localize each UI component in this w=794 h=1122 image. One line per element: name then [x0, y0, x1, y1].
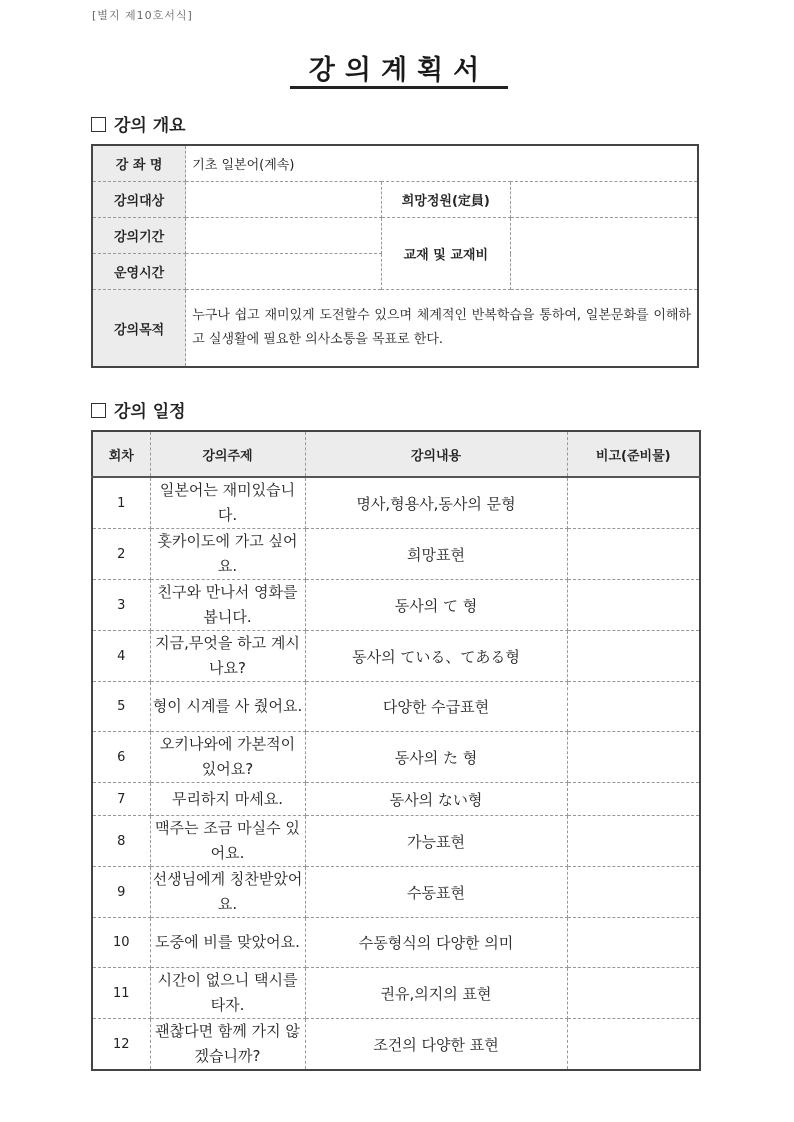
session-topic: 오키나와에 가본적이 있어요?	[150, 732, 305, 783]
session-topic: 도중에 비를 맞았어요.	[150, 918, 305, 968]
table-row	[92, 783, 700, 816]
session-note	[567, 682, 700, 732]
session-topic: 무리하지 마세요.	[150, 783, 305, 816]
session-note	[567, 783, 700, 816]
schedule-table	[91, 430, 701, 1071]
schedule-heading-text: 강의 일정	[114, 402, 186, 422]
session-content: 명사,형용사,동사의 문형	[305, 477, 567, 529]
session-topic: 친구와 만나서 영화를 봅니다.	[150, 580, 305, 631]
session-note	[567, 1019, 700, 1071]
form-label: [별지 제10호서식]	[92, 9, 193, 22]
col-topic-header: 강의주제	[150, 431, 305, 477]
session-note	[567, 529, 700, 580]
table-row	[92, 1019, 700, 1071]
session-content: 권유,의지의 표현	[305, 968, 567, 1019]
session-number: 6	[92, 732, 150, 783]
session-content: 가능표현	[305, 816, 567, 867]
session-topic: 지금,무엇을 하고 계시나요?	[150, 631, 305, 682]
hours-value	[186, 254, 381, 290]
checkbox-square-icon	[91, 117, 106, 132]
table-row	[92, 732, 700, 783]
session-number: 1	[92, 477, 150, 529]
table-row	[92, 580, 700, 631]
session-number: 3	[92, 580, 150, 631]
title-underline	[290, 86, 508, 89]
session-note	[567, 968, 700, 1019]
session-topic: 형이 시계를 사 줬어요.	[150, 682, 305, 732]
session-content: 동사의 た 형	[305, 732, 567, 783]
session-number: 8	[92, 816, 150, 867]
course-name-label: 강 좌 명	[92, 145, 186, 182]
session-note	[567, 631, 700, 682]
checkbox-square-icon	[91, 403, 106, 418]
table-row	[92, 631, 700, 682]
session-number: 5	[92, 682, 150, 732]
page-title: 강의계획서	[308, 55, 490, 86]
col-content-header: 강의내용	[305, 431, 567, 477]
session-content: 희망표현	[305, 529, 567, 580]
session-content: 동사의 ている、てある형	[305, 631, 567, 682]
session-note	[567, 477, 700, 529]
col-note-header: 비고(준비물)	[567, 431, 700, 477]
session-topic: 맥주는 조금 마실수 있어요.	[150, 816, 305, 867]
session-note	[567, 732, 700, 783]
schedule-header-row	[92, 431, 700, 477]
session-content: 동사의 て 형	[305, 580, 567, 631]
session-number: 10	[92, 918, 150, 968]
session-number: 9	[92, 867, 150, 918]
table-row	[92, 816, 700, 867]
table-row	[92, 529, 700, 580]
session-content: 조건의 다양한 표현	[305, 1019, 567, 1071]
schedule-heading	[91, 397, 186, 422]
table-row	[92, 867, 700, 918]
session-note	[567, 816, 700, 867]
table-row	[92, 682, 700, 732]
overview-table	[91, 144, 699, 368]
target-value	[186, 182, 381, 218]
overview-row-period	[92, 218, 698, 254]
textbook-label: 교재 및 교재비	[381, 218, 511, 290]
session-note	[567, 867, 700, 918]
session-topic: 선생님에게 칭찬받았어요.	[150, 867, 305, 918]
session-topic: 괜찮다면 함께 가지 않겠습니까?	[150, 1019, 305, 1071]
overview-row-course	[92, 145, 698, 182]
period-label: 강의기간	[92, 218, 186, 254]
purpose-label: 강의목적	[92, 290, 186, 368]
table-row	[92, 477, 700, 529]
session-number: 12	[92, 1019, 150, 1071]
session-content: 다양한 수급표현	[305, 682, 567, 732]
session-content: 수동형식의 다양한 의미	[305, 918, 567, 968]
capacity-label: 희망정원(定員)	[381, 182, 511, 218]
overview-heading-text: 강의 개요	[114, 116, 186, 136]
session-note	[567, 918, 700, 968]
table-row	[92, 918, 700, 968]
session-number: 2	[92, 529, 150, 580]
purpose-value: 누구나 쉽고 재미있게 도전할수 있으며 체계적인 반복학습을 통하여, 일본문화를 이해하고 실생활에 필요한 의사소통을 목표로 한다.	[186, 290, 698, 368]
session-topic: 홋카이도에 가고 싶어요.	[150, 529, 305, 580]
session-number: 4	[92, 631, 150, 682]
session-number: 11	[92, 968, 150, 1019]
session-content: 동사의 ない형	[305, 783, 567, 816]
overview-row-target	[92, 182, 698, 218]
session-number: 7	[92, 783, 150, 816]
col-session-header: 회차	[92, 431, 150, 477]
hours-label: 운영시간	[92, 254, 186, 290]
session-note	[567, 580, 700, 631]
course-name-value: 기초 일본어(계속)	[186, 145, 698, 182]
overview-row-purpose	[92, 290, 698, 368]
session-topic: 일본어는 재미있습니다.	[150, 477, 305, 529]
overview-heading	[91, 111, 186, 136]
period-value	[186, 218, 381, 254]
session-content: 수동표현	[305, 867, 567, 918]
target-label: 강의대상	[92, 182, 186, 218]
textbook-value	[511, 218, 698, 290]
session-topic: 시간이 없으니 택시를 타자.	[150, 968, 305, 1019]
table-row	[92, 968, 700, 1019]
capacity-value	[511, 182, 698, 218]
